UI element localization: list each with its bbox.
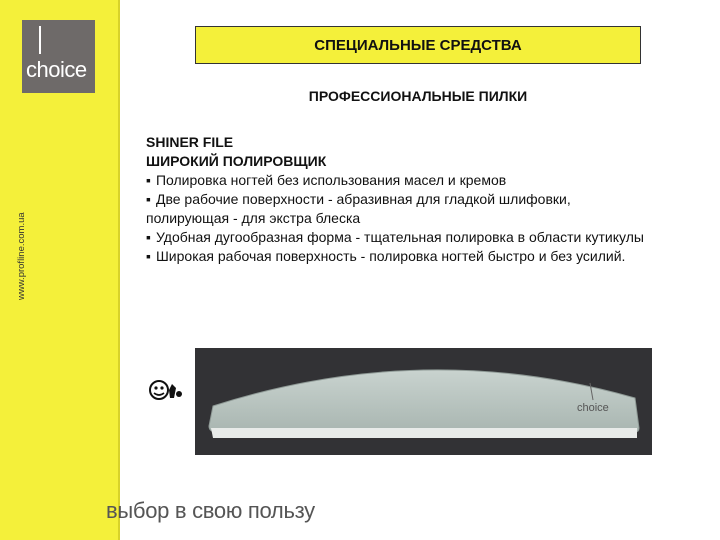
feature-text: Полировка ногтей без использования масел и кремов bbox=[155, 172, 507, 188]
logo-bar bbox=[39, 26, 41, 54]
section-title-box bbox=[195, 26, 641, 64]
file-brand-label: choice bbox=[577, 402, 609, 414]
page-subtitle: ПРОФЕССИОНАЛЬНЫЕ ПИЛКИ bbox=[308, 88, 528, 104]
feature-item bbox=[146, 171, 656, 190]
bullet-icon: ▪ bbox=[146, 172, 151, 188]
feature-item bbox=[146, 228, 656, 247]
sidebar-edge bbox=[118, 0, 120, 540]
choice-logo bbox=[22, 20, 95, 93]
product-name-en: SHINER FILE bbox=[146, 134, 234, 150]
section-title: СПЕЦИАЛЬНЫЕ СРЕДСТВА bbox=[314, 36, 522, 54]
bullet-icon: ▪ bbox=[146, 191, 151, 207]
feature-text: Удобная дугообразная форма - тщательная полировка в области кутикулы bbox=[155, 229, 644, 245]
brand-slogan: выбор в свою пользу bbox=[106, 498, 315, 523]
product-photo bbox=[195, 348, 652, 455]
mascot-icon bbox=[148, 378, 184, 402]
logo-text: choice bbox=[26, 57, 87, 82]
vertical-url: www.profline.com.ua bbox=[16, 212, 27, 300]
feature-list bbox=[146, 171, 656, 266]
feature-text: Две рабочие поверхности - абразивная для гладкой шлифовки, полирующая - для экстра блеска bbox=[146, 191, 571, 226]
product-description bbox=[146, 133, 656, 266]
feature-item bbox=[146, 190, 656, 228]
feature-item bbox=[146, 247, 656, 266]
bullet-icon: ▪ bbox=[146, 248, 151, 264]
bullet-icon: ▪ bbox=[146, 229, 151, 245]
product-name-ru: ШИРОКИЙ ПОЛИРОВЩИК bbox=[146, 153, 327, 169]
feature-text: Широкая рабочая поверхность - полировка ногтей быстро и без усилий. bbox=[155, 248, 626, 264]
